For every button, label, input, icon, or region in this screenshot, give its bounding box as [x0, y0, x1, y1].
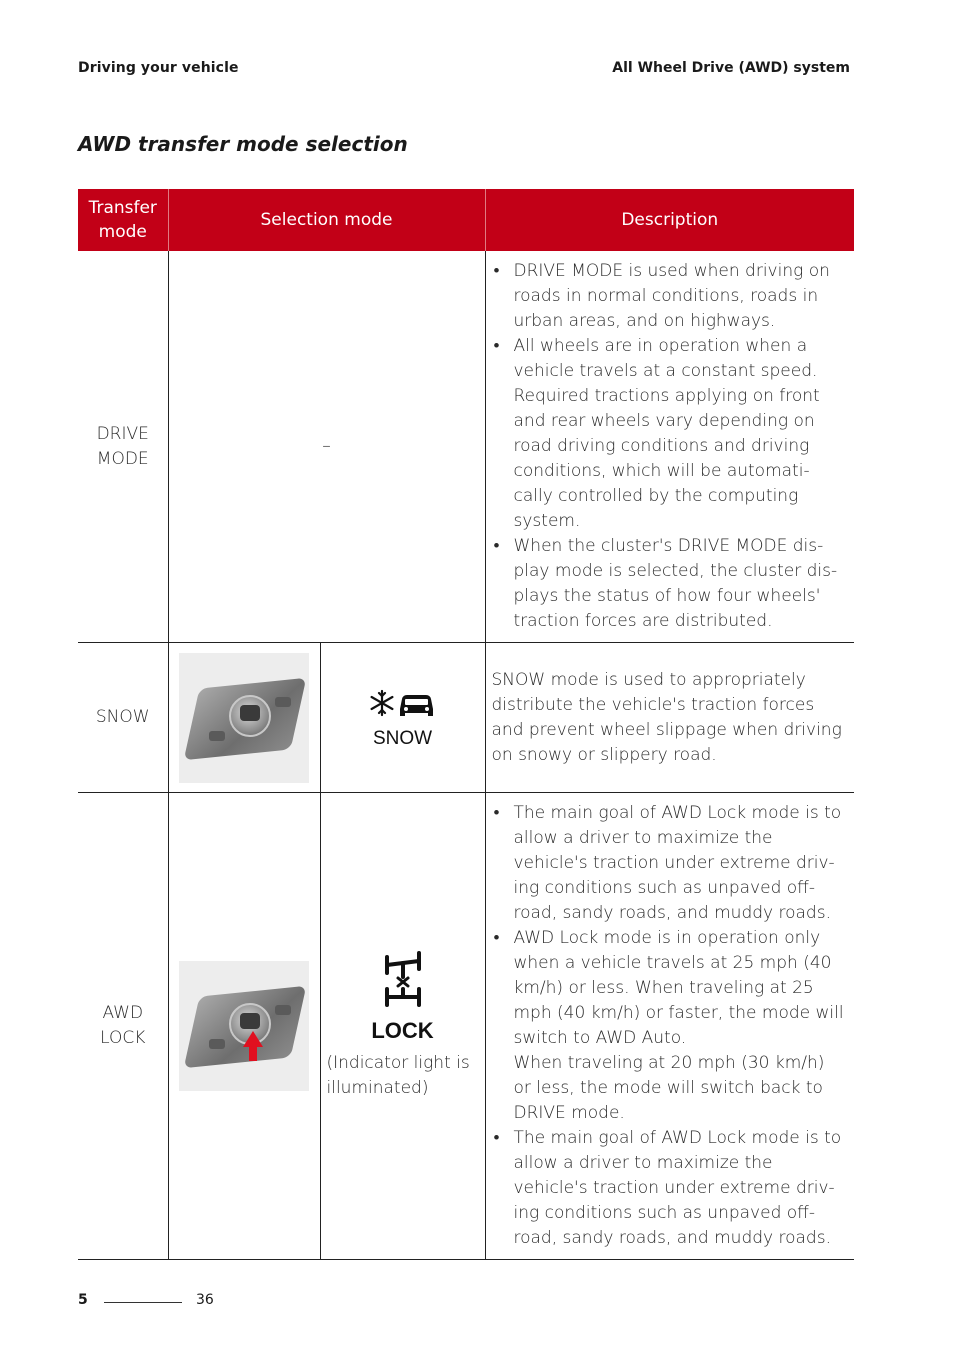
table-row-snow	[78, 643, 854, 793]
selection-cell	[168, 251, 485, 643]
indicator-cell	[320, 643, 485, 793]
header-selection-mode: Selection mode	[168, 189, 485, 251]
description-text: SNOW mode is used to appropriately distribute the vehicle's traction forces and prevent wheel slippage when driving on snowy or slippery road.	[491, 669, 842, 765]
photo-cell	[168, 643, 320, 793]
description-cell	[485, 251, 854, 643]
mode-label: SNOW	[95, 707, 150, 727]
awd-lock-axle-icon	[373, 951, 433, 1011]
header-description: Description	[485, 189, 854, 251]
list-item: • DRIVE MODE is used when driving on roads in normal conditions, roads in urban areas, and on highways.	[492, 259, 847, 334]
header-transfer-mode: Transfer mode	[78, 189, 168, 251]
description-cell	[485, 643, 854, 793]
mode-cell	[78, 251, 168, 643]
console-button	[275, 1005, 291, 1015]
footer-page-number: 36	[196, 1292, 214, 1308]
console-button	[275, 697, 291, 707]
list-item: • AWD Lock mode is in operation only when a vehicle travels at 25 mph (40 km/h) or less. When traveling at 25 mph (40 km/h) or faster, the mode will switch to AWD Auto. When traveling at 20 mph (30 km/h) or less, the mode will switch back to DRIVE mode.	[492, 926, 847, 1126]
indicator-label: SNOW	[372, 727, 433, 749]
mode-label: AWD LOCK	[100, 1003, 146, 1048]
snow-indicator	[327, 687, 479, 749]
running-header-topic: All Wheel Drive (AWD) system	[612, 60, 850, 76]
selection-dash: –	[322, 436, 331, 456]
drive-mode-knob	[229, 695, 271, 737]
lock-indicator	[327, 951, 479, 1043]
list-item: • The main goal of AWD Lock mode is to allow a driver to maximize the vehicle's traction under extreme driv-ing conditions such as unpaved off-road, sandy roads, and muddy roads.	[492, 1126, 847, 1251]
mode-cell	[78, 793, 168, 1260]
footer-divider	[104, 1302, 182, 1303]
console-button	[209, 731, 225, 741]
photo-cell	[168, 793, 320, 1260]
section-title: AWD transfer mode selection	[78, 132, 408, 156]
description-cell	[485, 793, 854, 1260]
snow-knob-photo	[179, 653, 309, 783]
table-row-awd-lock	[78, 793, 854, 1260]
running-header-section: Driving your vehicle	[78, 60, 239, 76]
list-item: • The main goal of AWD Lock mode is to allow a driver to maximize the vehicle's traction under extreme driv-ing conditions such as unpaved off-road, sandy roads, and muddy roads.	[492, 801, 847, 926]
footer-section-number: 5	[78, 1292, 88, 1308]
description-list	[492, 259, 847, 634]
mode-cell	[78, 643, 168, 793]
description-list	[492, 801, 847, 1251]
snowflake-car-icon	[366, 687, 440, 721]
console-button	[209, 1039, 225, 1049]
mode-label: DRIVE MODE	[96, 423, 149, 469]
list-item: • All wheels are in operation when a vehicle travels at a constant speed. Required tractions applying on front and rear wheels vary depending on road driving conditions and driving conditions, which will be automati-cally controlled by the computing system.	[492, 334, 847, 534]
list-item-continuation: When traveling at 20 mph (30 km/h) or less, the mode will switch back to DRIVE mode.	[513, 1053, 825, 1123]
indicator-label: LOCK	[371, 1018, 434, 1043]
list-item: • When the cluster's DRIVE MODE dis-play mode is selected, the cluster dis-plays the status of how four wheels' traction forces are distributed.	[492, 534, 847, 634]
awd-mode-table	[78, 189, 854, 1260]
table-header-row	[78, 189, 854, 251]
indicator-note: (Indicator light is illuminated)	[326, 1053, 470, 1098]
awd-lock-knob-photo	[179, 961, 309, 1091]
table-row-drive-mode	[78, 251, 854, 643]
indicator-cell	[320, 793, 485, 1260]
